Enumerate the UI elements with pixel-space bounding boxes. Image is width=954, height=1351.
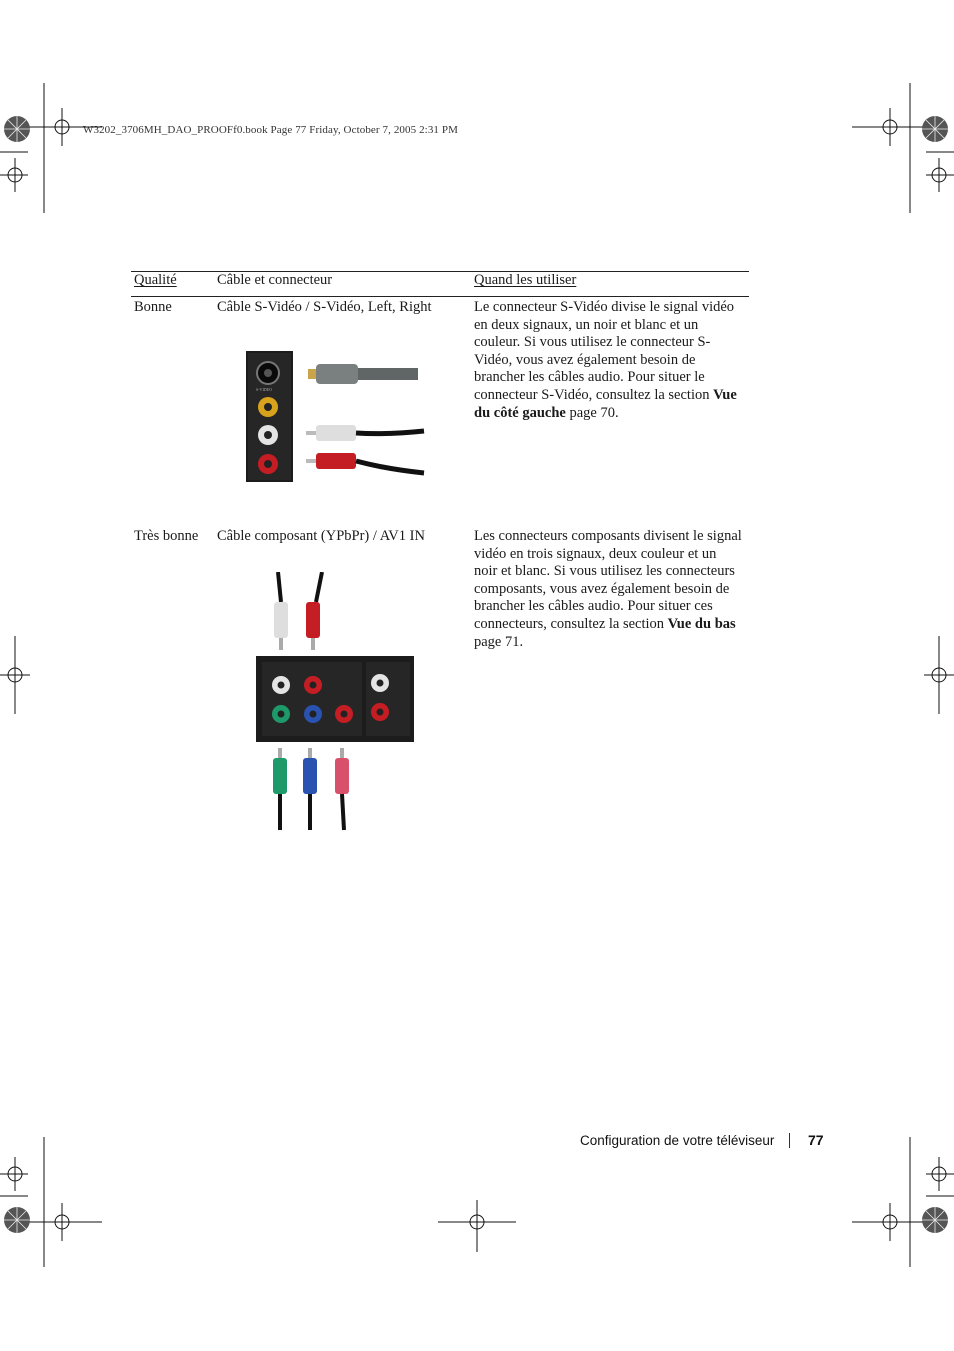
row2-desc-text: Les connecteurs composants divisent le signal vidéo en trois signaux, deux couleur et un noir et blanc. Si vous utilisez les connecteurs composants, vous avez également besoin de brancher les câbles audio. Pour situer ces connecteurs, consultez la section [474, 528, 742, 632]
header-when [474, 272, 576, 289]
row1-cable: Câble S-Vidéo / S-Vidéo, Left, Right [217, 299, 432, 315]
row1-desc-link: Vue du côté gauche [474, 386, 737, 421]
page-number: 77 [808, 1132, 824, 1148]
table-header-rule [131, 296, 749, 297]
header-quality [134, 272, 177, 289]
row2-description [474, 528, 742, 651]
svideo-cable-image [246, 351, 428, 483]
row2-quality: Très bonne [134, 528, 199, 544]
row2-desc-page: page 71. [474, 633, 524, 650]
proof-slug: W3202_3706MH_DAO_PROOFf0.book Page 77 Friday, October 7, 2005 2:31 PM [83, 124, 458, 136]
footer-separator [789, 1133, 790, 1148]
header-cable: Câble et connecteur [217, 272, 333, 288]
svg-text:S-VIDEO: S-VIDEO [256, 387, 272, 392]
row1-description [474, 299, 742, 422]
header-quality-text: Qualité [134, 272, 177, 288]
footer-title: Configuration de votre téléviseur [580, 1133, 775, 1148]
row1-quality: Bonne [134, 299, 172, 315]
row1-desc-page: page 70. [565, 404, 619, 421]
header-when-text: Quand les utiliser [474, 272, 577, 288]
row1-desc-text: Le connecteur S-Vidéo divise le signal vidéo en deux signaux, un noir et blanc et un couleur. Si vous utilisez le connecteur S-Vidéo, vous avez également besoin de brancher les câbles audio. Pour situer le connecteur S-Vidéo, consultez la section [474, 299, 735, 403]
row2-desc-link: Vue du bas [667, 615, 736, 632]
row2-cable: Câble composant (YPbPr) / AV1 IN [217, 528, 425, 544]
component-cable-image [256, 572, 416, 834]
